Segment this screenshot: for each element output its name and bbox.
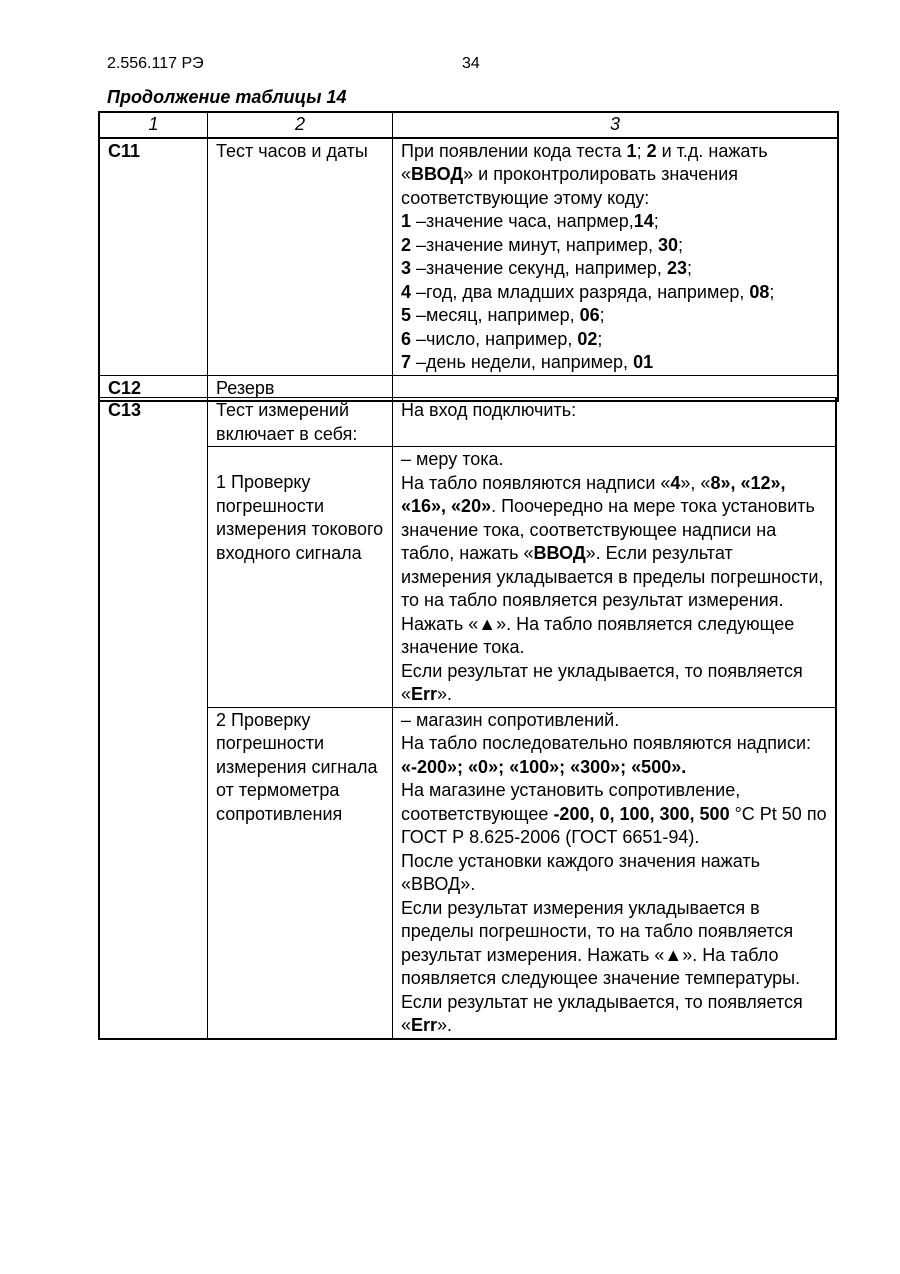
table-part-2 bbox=[98, 397, 837, 1040]
row-code: С11 bbox=[99, 138, 208, 376]
list-item: 6 –число, например, 02; bbox=[401, 328, 603, 349]
header-col-3: 3 bbox=[393, 112, 839, 138]
document-code: 2.556.117 РЭ bbox=[107, 55, 204, 72]
row-description: На вход подключить: bbox=[393, 398, 837, 447]
list-item: 4 –год, два младших разряда, например, 08; bbox=[401, 281, 775, 302]
page-number: 34 bbox=[462, 55, 480, 72]
list-item: 2 –значение минут, например, 30; bbox=[401, 234, 684, 255]
table-row-c13-sub2 bbox=[99, 707, 836, 1039]
subtest-description: – магазин сопротивлений. На табло последовательно появляются надписи: «-200»; «0»; «100»; «300»; «500». На магазине установить сопротивление, соответствующее -200, 0, 100, 300, 500 °С Pt 50 по ГОСТ Р 8.625-2006 (ГОСТ 6651-94). После установки каждого значения нажать «ВВОД». Если результат измерения укладывается в пределы погрешности, то на табло появляется результат измерения. Нажать «▲». На табло появляется следующее значение температуры. Если результат не укладывается, то появляется «Err». bbox=[393, 707, 837, 1039]
table-part-1 bbox=[98, 111, 839, 402]
list-item: 7 –день недели, например, 01 bbox=[401, 352, 654, 372]
table-row-c11 bbox=[99, 138, 838, 376]
row-name: Тест измерений включает в себя: bbox=[208, 398, 393, 447]
row-name: Тест часов и даты bbox=[208, 138, 393, 376]
list-item: 3 –значение секунд, например, 23; bbox=[401, 258, 692, 278]
row-description: При появлении кода теста 1; 2 и т.д. нажать «ВВОД» и проконтролировать значения соответствующие этому коду: 1 –значение часа, напрмер,14; 2 –значение минут, например, 30; 3 –значение секунд, например, 23; 4 –год, два младших разряда, например, 08; 5 –месяц, например, 06; 6 –число, например, 02; 7 –день недели, например, 01 bbox=[393, 138, 839, 376]
subtest-description: – меру тока. На табло появляются надписи «4», «8», «12», «16», «20». Поочередно на мере тока установить значение тока, соответствующее надписи на табло, нажать «ВВОД». Если результат измерения укладывается в пределы погрешности, то на табло появляется результат измерения. Нажать «▲». На табло появляется следующее значение тока. Если результат не укладывается, то появляется «Err». bbox=[393, 447, 837, 708]
list-item: 1 –значение часа, напрмер,14; bbox=[401, 211, 659, 231]
row-code: С12 bbox=[99, 375, 208, 401]
list-item: 5 –месяц, например, 06; bbox=[401, 305, 605, 325]
row-name: Резерв bbox=[208, 375, 393, 401]
header-col-2: 2 bbox=[208, 112, 393, 138]
subtest-name: 1 Проверку погрешности измерения токового входного сигнала bbox=[208, 447, 393, 708]
table-row-c13 bbox=[99, 398, 836, 447]
table-row-c13-sub1 bbox=[99, 447, 836, 708]
row-code: С13 bbox=[99, 398, 208, 1039]
subtest-name: 2 Проверку погрешности измерения сигнала от термометра сопротивления bbox=[208, 707, 393, 1039]
table-header-row bbox=[99, 112, 838, 138]
table-caption: Продолжение таблицы 14 bbox=[107, 87, 347, 107]
header-col-1: 1 bbox=[99, 112, 208, 138]
